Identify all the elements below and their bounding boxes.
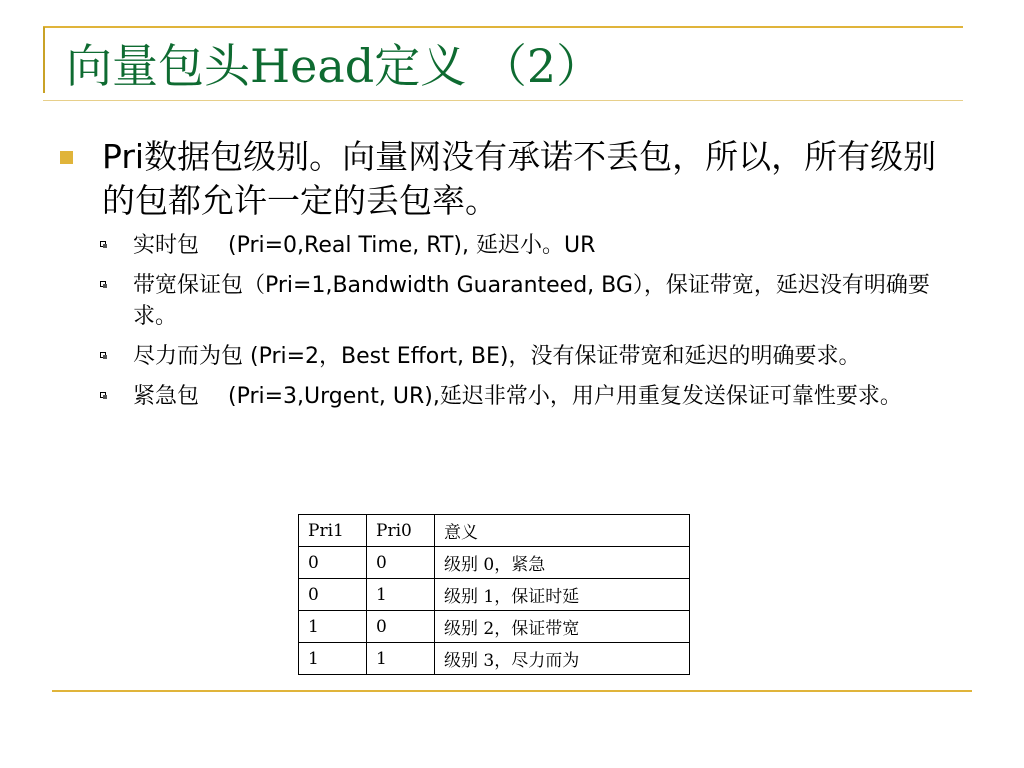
table-cell: 0: [299, 579, 367, 611]
sub-bullet-text: 实时包 (Pri=0,Real Time, RT), 延迟小。UR: [133, 233, 596, 258]
table-cell: 1: [299, 643, 367, 675]
table-cell: 级别 3，尽力而为: [435, 643, 690, 675]
table-cell: 1: [367, 643, 435, 675]
main-bullet-text: 数据包级别。向量网没有承诺不丢包，所以，所有级别的包都允许一定的丢包率。: [102, 137, 937, 220]
main-bullet-prefix: Pri: [102, 137, 145, 176]
square-bullet-icon: [60, 151, 73, 164]
table-header-cell: Pri0: [367, 515, 435, 547]
table-header-cell: 意义: [435, 515, 690, 547]
slide-body: [60, 135, 960, 421]
table-cell: 0: [367, 611, 435, 643]
priority-table: [298, 514, 690, 675]
table-cell: 级别 1，保证时延: [435, 579, 690, 611]
slide-title: 向量包头Head定义 （2）: [66, 39, 603, 93]
table-header-row: [299, 515, 690, 547]
sub-bullet-text: 紧急包 (Pri=3,Urgent, UR),延迟非常小，用户用重复发送保证可靠性要求。: [133, 384, 902, 409]
sub-bullet-bandwidth: [60, 270, 960, 332]
top-divider: [43, 26, 963, 28]
table-header-cell: Pri1: [299, 515, 367, 547]
table-cell: 级别 0，紧急: [435, 547, 690, 579]
table-row: [299, 611, 690, 643]
table-cell: 0: [367, 547, 435, 579]
hollow-square-bullet-icon: [100, 352, 106, 358]
hollow-square-bullet-icon: [100, 392, 106, 398]
sub-bullet-best-effort: [60, 341, 960, 372]
hollow-square-bullet-icon: [100, 241, 106, 247]
sub-bullet-realtime: [60, 230, 960, 261]
table-cell: 1: [299, 611, 367, 643]
left-accent-line: [43, 27, 45, 93]
bottom-divider: [52, 690, 972, 692]
table-cell: 0: [299, 547, 367, 579]
table-cell: 级别 2，保证带宽: [435, 611, 690, 643]
table-cell: 1: [367, 579, 435, 611]
sub-bullet-text: 尽力而为包 (Pri=2，Best Effort, BE)，没有保证带宽和延迟的明确要求。: [133, 344, 861, 369]
hollow-square-bullet-icon: [100, 281, 106, 287]
table-row: [299, 579, 690, 611]
main-bullet: [60, 135, 960, 223]
sub-bullet-text: 带宽保证包（Pri=1,Bandwidth Guaranteed, BG），保证带宽，延迟没有明确要求。: [133, 273, 930, 329]
table-row: [299, 547, 690, 579]
title-underline: [43, 100, 963, 101]
sub-bullet-urgent: [60, 381, 960, 412]
table-row: [299, 643, 690, 675]
